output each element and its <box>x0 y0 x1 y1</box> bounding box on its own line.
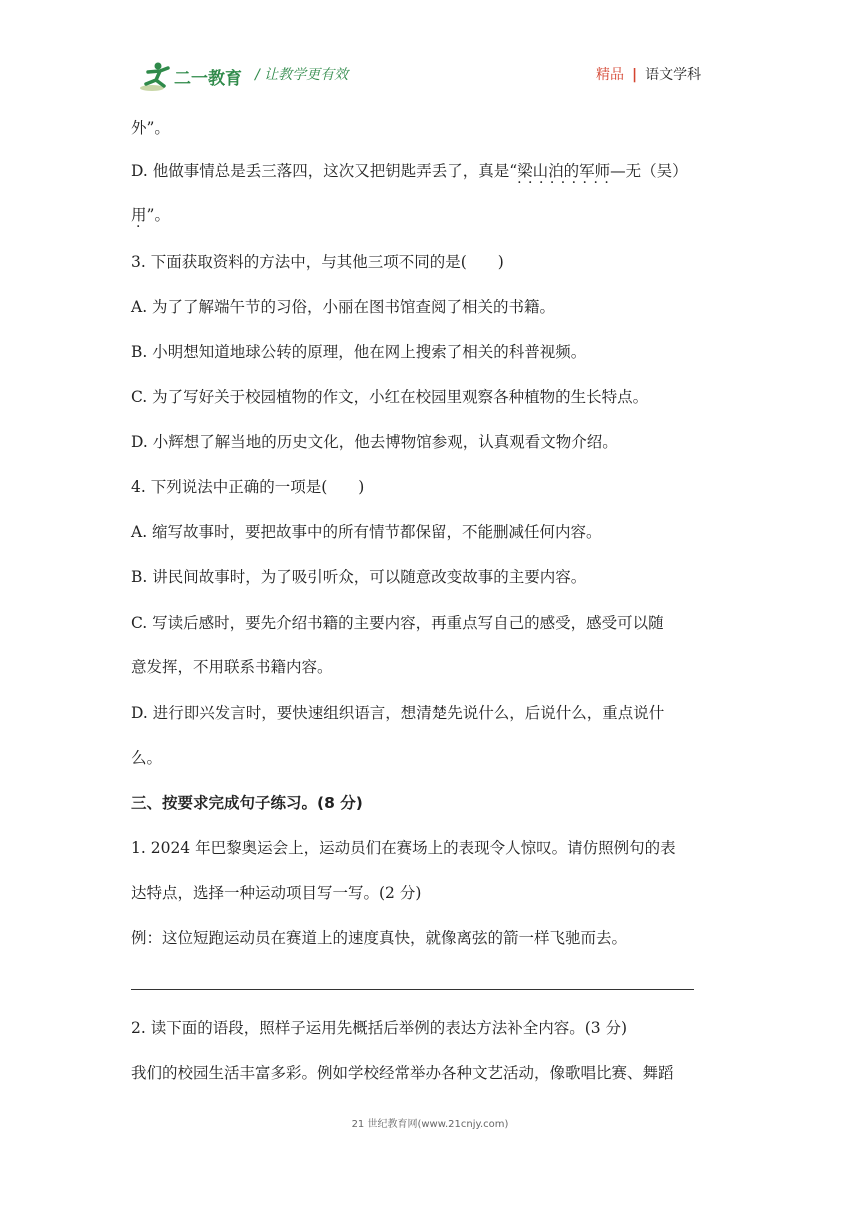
page-header <box>0 0 860 100</box>
option-c: C. 写读后感时，要先介绍书籍的主要内容，再重点写自己的感受，感受可以随 <box>131 614 664 632</box>
question-2: 2. 读下面的语段，照样子运用先概括后举例的表达方法补全内容。(3 分) <box>131 1019 628 1037</box>
text-segment: D. 他做事情总是丢三落四，这次又把钥匙弄丢了，真是“ <box>131 162 518 180</box>
answer-blank-line[interactable] <box>131 989 694 990</box>
emphasis-dotted-text: 梁山泊的军师—无（吴） · · <box>517 161 688 181</box>
option-a: A. 缩写故事时，要把故事中的所有情节都保留，不能删减任何内容。 <box>131 523 602 541</box>
question-1: 1. 2024 年巴黎奥运会上，运动员们在赛场上的表现令人惊叹。请仿照例句的表 <box>131 839 676 857</box>
divider: | <box>632 67 638 83</box>
emphasis-dotted-text: 用 <box>131 206 147 224</box>
header-labels <box>596 64 701 84</box>
option-b: B. 讲民间故事时，为了吸引听众，可以随意改变故事的主要内容。 <box>131 568 587 586</box>
text-segment: ”。 <box>146 206 170 224</box>
option-c-cont: 意发挥，不用联系书籍内容。 <box>131 658 333 676</box>
option-b: B. 小明想知道地球公转的原理，他在网上搜索了相关的科普视频。 <box>131 343 587 361</box>
option-d-cont: 么。 <box>131 749 163 767</box>
question-4: 4. 下列说法中正确的一项是( ) <box>131 478 365 496</box>
slogan: / 让教学更有效 <box>255 67 349 83</box>
text-line <box>131 205 170 225</box>
logo-text: 二一教育 <box>174 69 242 89</box>
option-c: C. 为了写好关于校园植物的作文，小红在校园里观察各种植物的生长特点。 <box>131 388 649 406</box>
brand-logo <box>138 60 248 94</box>
option-d: D. 进行即兴发言时，要快速组织语言，想清楚先说什么，后说什么，重点说什 <box>131 704 665 722</box>
passage-text: 我们的校园生活丰富多彩。例如学校经常举办各种文艺活动，像歌唱比赛、舞蹈 <box>131 1064 674 1082</box>
text-line: 外”。 <box>131 119 170 137</box>
section-heading: 三、按要求完成句子练习。(8 分) <box>131 794 363 812</box>
option-a: A. 为了了解端午节的习俗，小丽在图书馆查阅了相关的书籍。 <box>131 298 556 316</box>
footer: 21 世纪教育网(www.21cnjy.com) <box>351 1119 509 1130</box>
question-1-cont: 达特点，选择一种运动项目写一写。(2 分) <box>131 884 422 902</box>
question-3: 3. 下面获取资料的方法中，与其他三项不同的是( ) <box>131 253 504 271</box>
subject-label: 语文学科 <box>645 67 702 83</box>
premium-label: 精品 <box>596 67 624 83</box>
example-sentence: 例：这位短跑运动员在赛道上的速度真快，就像离弦的箭一样飞驰而去。 <box>131 929 628 947</box>
text-line <box>131 161 688 181</box>
option-d: D. 小辉想了解当地的历史文化，他去博物馆参观，认真观看文物介绍。 <box>131 433 618 451</box>
